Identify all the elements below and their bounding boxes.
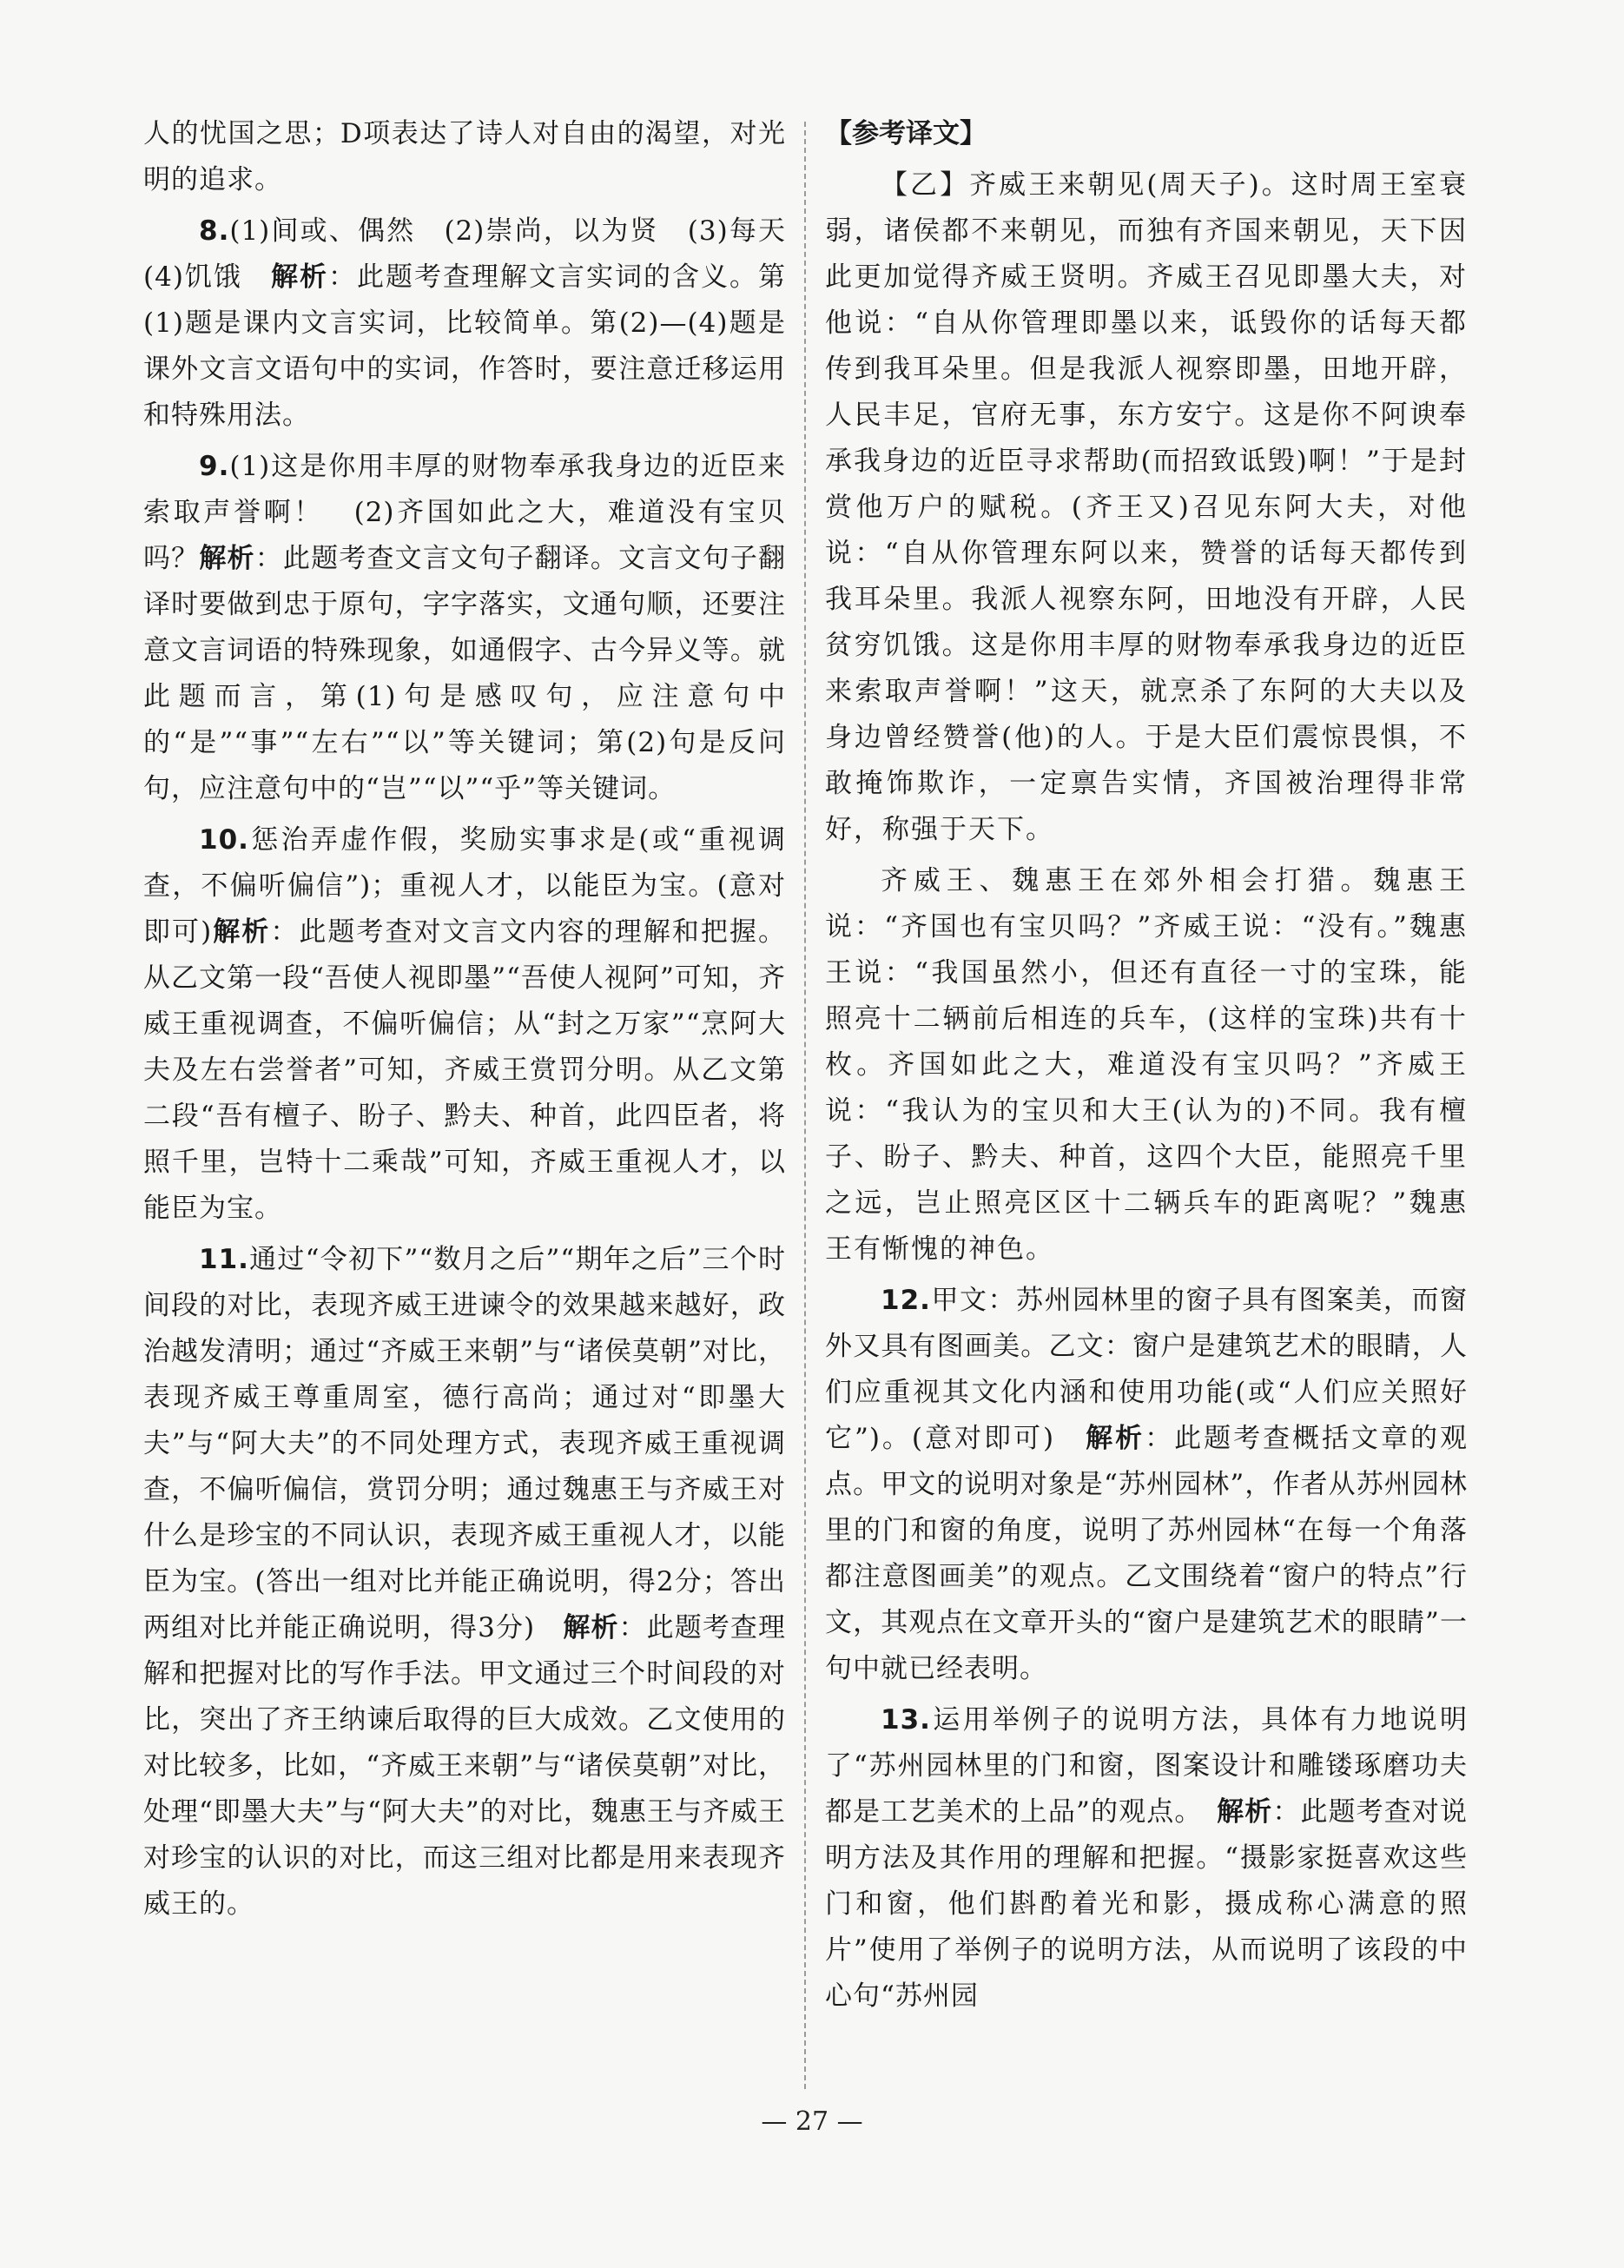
answer-12 xyxy=(825,1278,1468,1692)
answer-text: 惩治弄虚作假，奖励实事求是(或“重视调查，不偏听偏信”)；重视人才，以能臣为宝。(意对即可) xyxy=(143,824,786,948)
answer-10 xyxy=(143,817,786,1232)
question-number: 8. xyxy=(199,215,230,247)
answer-9 xyxy=(143,444,786,812)
translation-paragraph-2: 齐威王、魏惠王在郊外相会打猎。魏惠王说：“齐国也有宝贝吗？”齐威王说：“没有。”魏惠王说：“我国虽然小，但还有直径一寸的宝珠，能照亮十二辆前后相连的兵车，(这样的宝珠)共有十枚。齐国如此之大，难道没有宝贝吗？”齐威王说：“我认为的宝贝和大王(认为的)不同。我有檀子、盼子、黔夫、种首，这四个大臣，能照亮千里之远，岂止照亮区区十二辆兵车的距离呢？”魏惠王有惭愧的神色。 xyxy=(825,865,1468,1265)
answer-11 xyxy=(143,1237,786,1927)
continuation-paragraph: 人的忧国之思；D项表达了诗人对自由的渴望，对光明的追求。 xyxy=(143,118,786,195)
answer-text: (1)这是你用丰厚的财物奉承我身边的近臣来索取声誉啊！ (2)齐国如此之大，难道没有宝贝吗？ xyxy=(143,451,786,574)
analysis-label: 解析 xyxy=(212,916,271,948)
answer-13 xyxy=(825,1697,1468,2020)
analysis-text: ：此题考查文言文句子翻译。文言文句子翻译时要做到忠于原句，字字落实，文通句顺，还要注意文言词语的特殊现象，如通假字、古今异义等。就此题而言，第(1)句是感叹句，应注意句中的“是”“事”“左右”“以”等关键词；第(2)句是反问句，应注意句中的“岂”“以”“乎”等关键词。 xyxy=(143,543,787,804)
question-number: 13. xyxy=(881,1704,931,1736)
analysis-label: 解析 xyxy=(1217,1796,1273,1828)
answer-8 xyxy=(143,208,814,439)
answer-text: 甲文：苏州园林里的窗子具有图案美，而窗外又具有图画美。乙文：窗户是建筑艺术的眼睛，人们应重视其文化内涵和使用功能(或“人们应关照好它”)。(意对即可) xyxy=(825,1285,1468,1454)
analysis-label: 解析 xyxy=(270,261,328,293)
page-number: — 27 — xyxy=(761,2106,863,2137)
analysis-text: ：此题考查理解文言实词的含义。第(1)题是课内文言实词，比较简单。第(2)—(4)题是课外文言文语句中的实词，作答时，要注意迁移运用和特殊用法。 xyxy=(143,261,787,431)
question-number: 11. xyxy=(199,1244,249,1275)
translation-heading: 【参考译文】 xyxy=(825,118,987,149)
answer-text: 通过“令初下”“数月之后”“期年之后”三个时间段的对比，表现齐威王进谏令的效果越来越好，政治越发清明；通过“齐威王来朝”与“诸侯莫朝”对比，表现齐威王尊重周室，德行高尚；通过对“即墨大夫”与“阿大夫”的不同处理方式，表现齐威王重视调查，不偏听偏信，赏罚分明；通过魏惠王与齐威王对什么是珍宝的不同认识，表现齐威王重视人才，以能臣为宝。(答出一组对比并能正确说明，得2分；答出两组对比并能正确说明，得3分) xyxy=(143,1244,786,1643)
analysis-label: 解析 xyxy=(563,1612,619,1643)
answer-text: (1)间或、偶然 (2)崇尚，以为贤 (3)每天 (4)饥饿 xyxy=(143,215,814,293)
question-number: 10. xyxy=(199,824,249,856)
analysis-text: ：此题考查概括文章的观点。甲文的说明对象是“苏州园林”，作者从苏州园林里的门和窗的角度，说明了苏州园林“在每一个角落都注意图画美”的观点。乙文围绕着“窗户的特点”行文，其观点在文章开头的“窗户是建筑艺术的眼睛”一句中就已经表明。 xyxy=(825,1423,1469,1684)
right-column xyxy=(825,111,1468,2025)
analysis-label: 解析 xyxy=(199,543,255,574)
left-column xyxy=(143,111,814,1933)
question-number: 12. xyxy=(881,1285,931,1316)
question-number: 9. xyxy=(199,451,230,482)
column-divider xyxy=(804,122,806,2089)
analysis-text: ：此题考查理解和把握对比的写作手法。甲文通过三个时间段的对比，突出了齐王纳谏后取得的巨大成效。乙文使用的对比较多，比如，“齐威王来朝”与“诸侯莫朝”对比，处理“即墨大夫”与“阿大夫”的对比，魏惠王与齐威王对珍宝的认识的对比，而这三组对比都是用来表现齐威王的。 xyxy=(143,1612,787,1920)
translation-paragraph-1: 【乙】齐威王来朝见(周天子)。这时周王室衰弱，诸侯都不来朝见，而独有齐国来朝见，天下因此更加觉得齐威王贤明。齐威王召见即墨大夫，对他说：“自从你管理即墨以来，诋毁你的话每天都传到我耳朵里。但是我派人视察即墨，田地开辟，人民丰足，官府无事，东方安宁。这是你不阿谀奉承我身边的近臣寻求帮助(而招致诋毁)啊！”于是封赏他万户的赋税。(齐王又)召见东阿大夫，对他说：“自从你管理东阿以来，赞誉的话每天都传到我耳朵里。我派人视察东阿，田地没有开辟，人民贫穷饥饿。这是你用丰厚的财物奉承我身边的近臣来索取声誉啊！”这天，就烹杀了东阿的大夫以及身边曾经赞誉(他)的人。于是大臣们震惊畏惧，不敢掩饰欺诈，一定禀告实情，齐国被治理得非常好，称强于天下。 xyxy=(825,169,1468,845)
analysis-label: 解析 xyxy=(1086,1423,1145,1454)
analysis-text: ：此题考查对说明方法及其作用的理解和把握。“摄影家挺喜欢这些门和窗，他们斟酌着光和影，摄成称心满意的照片”使用了举例子的说明方法，从而说明了该段的中心句“苏州园 xyxy=(825,1796,1469,2012)
analysis-text: ：此题考查对文言文内容的理解和把握。从乙文第一段“吾使人视即墨”“吾使人视阿”可知，齐威王重视调查，不偏听偏信；从“封之万家”“烹阿大夫及左右尝誉者”可知，齐威王赏罚分明。从乙文第二段“吾有檀子、盼子、黔夫、种首，此四臣者，将照千里，岂特十二乘哉”可知，齐威王重视人才，以能臣为宝。 xyxy=(143,916,786,1224)
answer-text: 运用举例子的说明方法，具体有力地说明了“苏州园林里的门和窗，图案设计和雕镂琢磨功夫都是工艺美术的上品”的观点。 xyxy=(825,1704,1468,1828)
